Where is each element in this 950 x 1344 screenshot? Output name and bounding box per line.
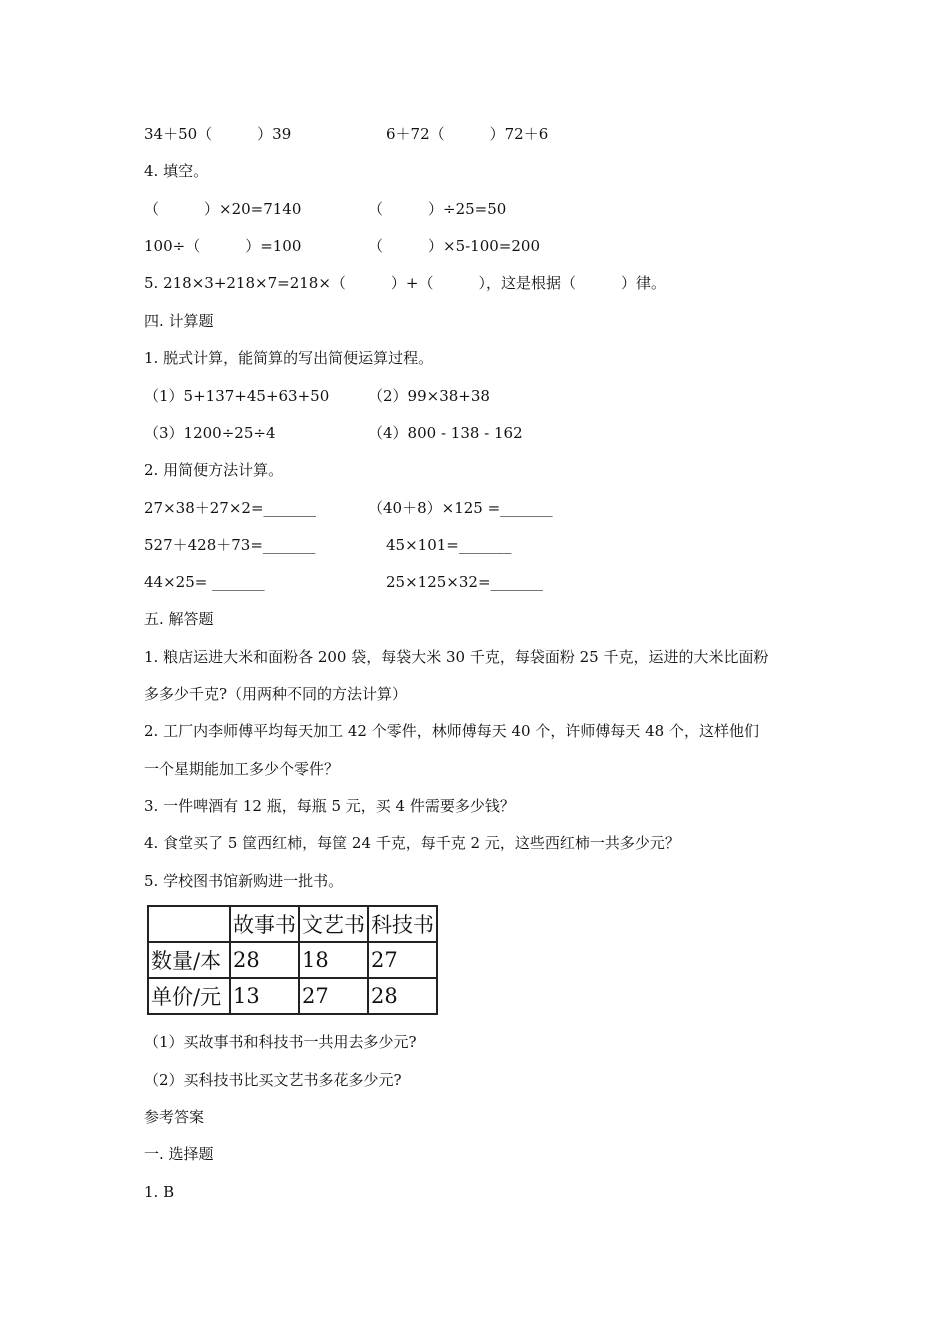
table-cell: 27 [299, 978, 368, 1014]
table-cell: 故事书 [230, 906, 299, 942]
s5-q1-line2: 多多少千克?（用两种不同的方法计算） [144, 685, 408, 703]
s5-q3: 3. 一件啤酒有 12 瓶，每瓶 5 元，买 4 件需要多少钱？ [144, 797, 515, 815]
table-cell: 科技书 [368, 906, 437, 942]
s4-q1-b: （2）99×38+38 [368, 387, 490, 405]
s4-q2-a: 27×38＋27×2=_______ [144, 499, 317, 517]
q4-row2-left: 100÷（ ）=100 [144, 237, 302, 255]
books-table [147, 905, 438, 1015]
s4-q2-b: （40＋8）×125 =_______ [368, 499, 553, 517]
table-cell [148, 906, 230, 942]
s5-q2-line1: 2. 工厂内李师傅平均每天加工 42 个零件，林师傅每天 40 个，许师傅每天 48 个，这样他们 [144, 722, 759, 740]
answer-1: 1. B [144, 1183, 175, 1201]
s4-q2-title: 2. 用简便方法计算。 [144, 461, 284, 479]
s4-q2-e: 44×25= _______ [144, 573, 265, 591]
s5-q4: 4. 食堂买了 5 筐西红柿，每筐 24 千克，每千克 2 元，这些西红柿一共多少元？ [144, 834, 680, 852]
section4-title: 四. 计算题 [144, 312, 214, 330]
s4-q1-d: （4）800 - 138 - 162 [368, 424, 523, 442]
s4-q1-title: 1. 脱式计算，能简算的写出简便运算过程。 [144, 349, 434, 367]
answers-title: 参考答案 [144, 1108, 205, 1126]
q4-row2-right: （ ）×5-100=200 [368, 237, 541, 255]
table-cell: 数量/本 [148, 942, 230, 978]
table-cell: 文艺书 [299, 906, 368, 942]
compare-left: 34＋50（ ）39 [144, 125, 292, 143]
s4-q1-c: （3）1200÷25÷4 [144, 424, 276, 442]
table-cell: 单价/元 [148, 978, 230, 1014]
table-header-row [148, 906, 437, 942]
s4-q2-d: 45×101=_______ [386, 536, 512, 554]
s5-q5-sub2: （2）买科技书比买文艺书多花多少元? [144, 1071, 402, 1089]
table-cell: 13 [230, 978, 299, 1014]
s5-q2-line2: 一个星期能加工多少个零件？ [144, 760, 340, 778]
answers-section1: 一. 选择题 [144, 1145, 214, 1163]
s5-q5: 5. 学校图书馆新购进一批书。 [144, 872, 344, 890]
table-row [148, 942, 437, 978]
s5-q5-sub1: （1）买故事书和科技书一共用去多少元? [144, 1033, 417, 1051]
compare-right: 6＋72（ ）72＋6 [386, 125, 549, 143]
s4-q2-f: 25×125×32=_______ [386, 573, 544, 591]
section5-title: 五. 解答题 [144, 610, 214, 628]
table-cell: 28 [230, 942, 299, 978]
s5-q1-line1: 1. 粮店运进大米和面粉各 200 袋，每袋大米 30 千克，每袋面粉 25 千克，运进的大米比面粉 [144, 648, 769, 666]
s4-q2-c: 527＋428＋73=_______ [144, 536, 316, 554]
q4-row1-left: （ ）×20=7140 [144, 200, 302, 218]
table-cell: 18 [299, 942, 368, 978]
table-cell: 28 [368, 978, 437, 1014]
q5-text: 5. 218×3+218×7=218×（ ）+（ ），这是根据（ ）律。 [144, 274, 666, 292]
q4-row1-right: （ ）÷25=50 [368, 200, 507, 218]
s4-q1-a: （1）5+137+45+63+50 [144, 387, 330, 405]
table-cell: 27 [368, 942, 437, 978]
table-row [148, 978, 437, 1014]
q4-title: 4. 填空。 [144, 162, 209, 180]
